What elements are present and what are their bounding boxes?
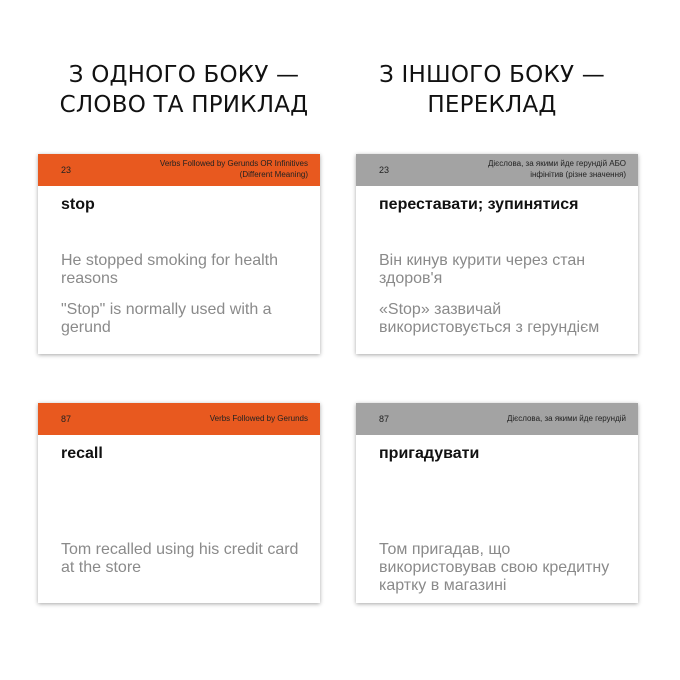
card-category: Дієслова, за якими йде герундій xyxy=(506,414,626,423)
card-example: Том пригадав, що використовував свою кредитну картку в магазині xyxy=(379,541,610,594)
card-examples xyxy=(379,541,631,608)
card-example: Tom recalled using his credit card at the store xyxy=(61,541,299,576)
heading-back-line2: ПЕРЕКЛАД xyxy=(427,92,557,118)
card-example: «Stop» зазвичай використовується з герундієм xyxy=(379,301,600,336)
flashcard-front-recall xyxy=(38,403,320,603)
card-word: recall xyxy=(61,445,103,462)
card-example: "Stop" is normally used with a gerund xyxy=(61,301,272,336)
card-number: 23 xyxy=(61,165,72,175)
flashcard-back-stop xyxy=(356,154,638,354)
card-number: 87 xyxy=(61,414,72,424)
card-header xyxy=(38,154,320,186)
heading-front-line2: СЛОВО ТА ПРИКЛАД xyxy=(59,92,309,118)
card-category: Verbs Followed by Gerunds OR Infinitives (Different Meaning) xyxy=(159,159,308,179)
card-word: пригадувати xyxy=(379,445,480,462)
card-header xyxy=(38,403,320,435)
card-examples xyxy=(61,541,313,590)
card-example: Він кинув курити через стан здоров'я xyxy=(379,252,586,287)
card-number: 87 xyxy=(379,414,390,424)
card-header xyxy=(356,154,638,186)
card-example: He stopped smoking for health reasons xyxy=(61,252,279,287)
heading-front-side xyxy=(49,60,319,120)
heading-back-side xyxy=(357,60,627,120)
card-examples xyxy=(61,252,313,350)
flashcard-front-stop xyxy=(38,154,320,354)
card-examples xyxy=(379,252,631,350)
card-category: Verbs Followed by Gerunds xyxy=(209,414,308,423)
card-number: 23 xyxy=(379,165,390,175)
flashcard-back-recall xyxy=(356,403,638,603)
card-word: переставати; зупинятися xyxy=(379,196,579,213)
card-word: stop xyxy=(61,196,95,213)
heading-back-line1: З ІНШОГО БОКУ — xyxy=(379,62,605,88)
card-header xyxy=(356,403,638,435)
card-category: Дієслова, за якими йде герундій АБО інфінітив (різне значення) xyxy=(487,159,626,179)
heading-front-line1: З ОДНОГО БОКУ — xyxy=(68,62,300,88)
